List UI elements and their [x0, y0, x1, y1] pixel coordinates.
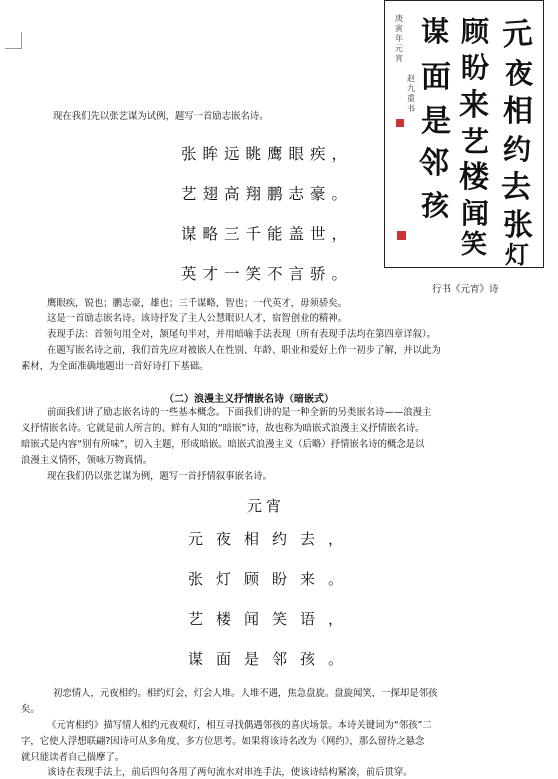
svg-text:灯: 灯 — [505, 240, 529, 268]
body-line: 义抒情嵌名诗。它就是前人所言的、鲜有人知的“暗嵌”诗，故也称为暗嵌式浪漫主义抒情嵌名诗。 — [21, 423, 425, 434]
note-line: 在题写嵌名诗之前，我们首先应对被嵌人在性别、年龄、职业和爱好上作一初步了解，并以此为 — [47, 345, 441, 356]
poem2-line: 张灯顾盼来。 — [188, 570, 357, 588]
note-line: 就只能读者自己揣摩了。 — [21, 752, 125, 763]
svg-text:是: 是 — [421, 104, 451, 139]
note-line: 表现手法：首领句用全对，颔尾句半对，并用暗喻手法表现（所有表现手法均在第四章详叙）。 — [47, 329, 437, 340]
note-line: 字，它使人浮想联翩?因诗可从多角度、多方位思考。如果将该诗名改为《网约》，那么留待之悬念 — [21, 736, 425, 747]
svg-text:约: 约 — [503, 133, 532, 166]
svg-text:去: 去 — [501, 170, 531, 205]
poem2-line: 元夜相约去， — [188, 530, 357, 548]
poem1-line: 英才一笑不言骄。 — [181, 265, 354, 283]
svg-text:闻: 闻 — [461, 197, 490, 230]
svg-text:元: 元 — [501, 15, 534, 53]
svg-text:楼: 楼 — [459, 160, 489, 195]
note-line: 矣。 — [21, 704, 40, 715]
note-line: 鹰眼疾，锐也；鹏志豪，雄也；三千谋略，智也；一代英才，毋须骄矣。 — [47, 298, 348, 309]
margin-corner-mark — [5, 32, 22, 49]
poem2-title: 元宵 — [247, 497, 286, 515]
section-heading: （二）浪漫主义抒情嵌名诗（暗嵌式） — [164, 394, 334, 405]
svg-text:庚: 庚 — [395, 14, 403, 23]
intro-paragraph: 现在我们先以张艺谋为试例，题写一首励志嵌名诗。 — [53, 111, 269, 122]
svg-text:夜: 夜 — [505, 57, 534, 90]
svg-text:元: 元 — [395, 44, 403, 53]
svg-text:张: 张 — [503, 208, 533, 243]
svg-text:相: 相 — [503, 94, 533, 129]
svg-text:顾: 顾 — [461, 15, 490, 48]
body-line: 暗嵌式是内容“别有所味”，切入主题，形成暗嵌。暗嵌式浪漫主义（后略）抒情嵌名诗的概念是以 — [21, 439, 425, 450]
calligraphy-caption: 行书《元宵》诗 — [432, 284, 499, 295]
svg-text:赵: 赵 — [407, 74, 415, 83]
svg-text:寅: 寅 — [395, 24, 403, 33]
svg-text:谋: 谋 — [421, 15, 450, 48]
body-line: 现在我们仍以张艺谋为例，题写一首抒情叙事嵌名诗。 — [47, 471, 273, 482]
poem1-line: 张眸远眺鹰眼疾， — [181, 145, 354, 163]
svg-text:年: 年 — [395, 34, 403, 43]
calligraphy-artwork — [385, 1, 544, 268]
poem1-line: 艺翅高翔鹏志豪。 — [181, 185, 354, 203]
svg-text:面: 面 — [421, 60, 451, 95]
svg-text:重: 重 — [407, 94, 415, 103]
svg-text:来: 来 — [459, 88, 489, 123]
note-line: 素材，为全面准确地题出一首好诗打下基础。 — [21, 361, 209, 372]
svg-text:孩: 孩 — [421, 189, 450, 222]
poem1-line: 谋略三千能盖世， — [181, 225, 354, 243]
note-line: 初恋情人，元夜相约。相约灯会，灯会人堆。人堆不遇，焦急盘旋。盘旋闻笑，一探却是邻孩 — [53, 688, 438, 699]
svg-text:九: 九 — [407, 84, 415, 93]
note-line: 这是一首励志嵌名诗。该诗抒发了主人公慧眼识人才，宿智创业的精神。 — [47, 313, 348, 324]
note-line: 《元宵相约》描写情人相约元夜观灯，相互寻找偶遇邻孩的喜庆场景。本诗关键词为“邻孩”二 — [47, 720, 432, 731]
calligraphy-image — [384, 0, 544, 268]
svg-text:书: 书 — [407, 104, 415, 113]
body-line: 前面我们讲了励志嵌名诗的一些基本概念。下面我们讲的是一种全新的另类嵌名诗——浪漫主 — [47, 407, 432, 418]
svg-text:邻: 邻 — [419, 146, 449, 181]
svg-text:盼: 盼 — [461, 51, 490, 84]
svg-text:艺: 艺 — [461, 125, 490, 158]
note-line: 该诗在表现手法上，前后四句各用了两句流水对串连手法，使该诗结构紧凑，前后贯穿。 — [47, 767, 413, 778]
svg-text:宵: 宵 — [395, 54, 403, 63]
poem2-line: 艺楼闻笑语， — [188, 610, 357, 628]
svg-text:笑: 笑 — [461, 230, 488, 260]
body-line: 浪漫主义情怀，领咏万物真情。 — [21, 455, 153, 466]
poem2-line: 谋面是邻孩。 — [188, 650, 357, 668]
